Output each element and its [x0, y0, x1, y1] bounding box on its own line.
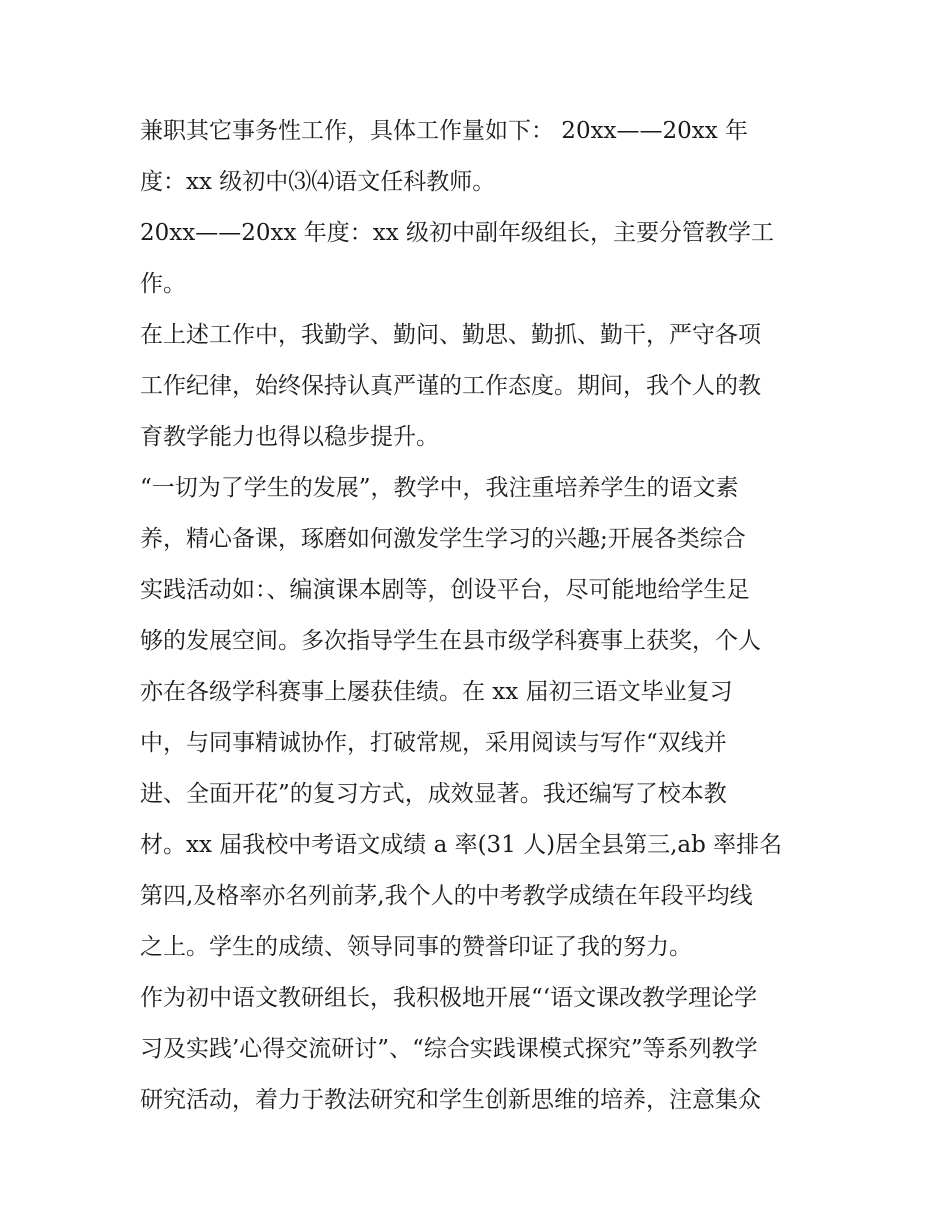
text-line: 20xx——20xx 年度：xx 级初中副年级组长，主要分管教学工 — [140, 220, 774, 246]
text-line: 度：xx 级初中⑶⑷语文任科教师。 — [140, 169, 496, 195]
text-line: 工作纪律，始终保持认真严谨的工作态度。期间，我个人的教 — [140, 373, 761, 399]
text-line: 实践活动如：、编演课本剧等，创设平台，尽可能地给学生足 — [140, 577, 750, 603]
text-line: 第四,及格率亦名列前茅,我个人的中考教学成绩在年段平均线 — [140, 883, 753, 909]
text-line: 中，与同事精诚协作，打破常规，采用阅读与写作“双线并 — [140, 730, 727, 756]
text-line: 习及实践’心得交流研讨”、“综合实践课模式探究”等系列教学 — [140, 1036, 758, 1062]
text-line: 亦在各级学科赛事上屡获佳绩。在 xx 届初三语文毕业复习 — [140, 679, 733, 705]
text-line: 材。xx 届我校中考语文成绩 a 率(31 人)居全县第三,ab 率排名 — [140, 832, 783, 858]
text-line: 养，精心备课，琢磨如何激发学生学习的兴趣;开展各类综合 — [140, 526, 746, 552]
text-line: 育教学能力也得以稳步提升。 — [140, 424, 439, 450]
text-line: 研究活动，着力于教法研究和学生创新思维的培养，注意集众 — [140, 1087, 761, 1113]
text-line: 作为初中语文教研组长，我积极地开展“‘语文课改教学理论学 — [140, 985, 758, 1011]
text-line: 作。 — [140, 271, 186, 297]
text-line: 进、全面开花”的复习方式，成效显著。我还编写了校本教 — [140, 781, 727, 807]
text-line: 够的发展空间。多次指导学生在县市级学科赛事上获奖，个人 — [140, 628, 761, 654]
text-line: 在上述工作中，我勤学、勤问、勤思、勤抓、勤干，严守各项 — [140, 322, 761, 348]
body-text — [140, 106, 830, 1126]
text-line: “一切为了学生的发展”，教学中，我注重培养学生的语文素 — [140, 475, 739, 501]
text-line: 之上。学生的成绩、领导同事的赞誉印证了我的努力。 — [140, 934, 692, 960]
text-line: 兼职其它事务性工作，具体工作量如下： 20xx——20xx 年 — [140, 118, 749, 144]
